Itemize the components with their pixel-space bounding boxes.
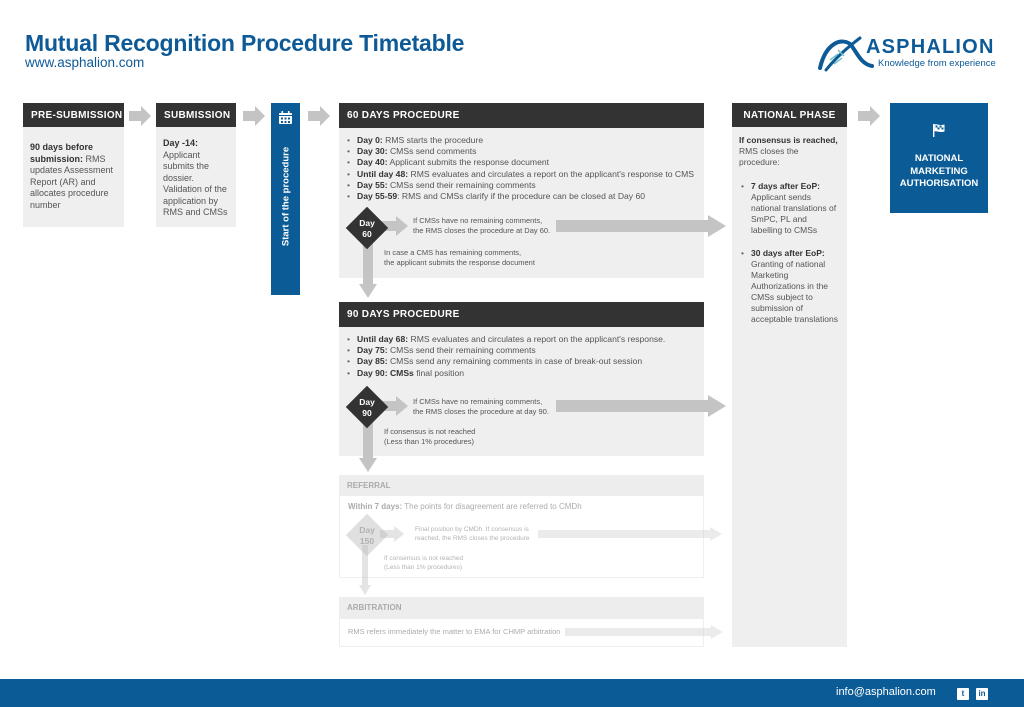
logo-text: ASPHALION (866, 36, 995, 58)
twitter-icon[interactable]: t (957, 688, 969, 700)
list-item: • Until day 68: RMS evaluates and circulates a report on the applicant's response. (345, 334, 704, 345)
national-marketing-authorisation-box (890, 103, 988, 213)
national-phase-card (732, 103, 847, 647)
list-item: • Day 0: RMS starts the procedure (345, 135, 704, 146)
day-150-close-note: Final position by CMDh. If consensus is reached, the RMS closes the procedure (415, 526, 530, 542)
arbitration-card (339, 597, 704, 647)
start-of-procedure-bar (271, 103, 300, 295)
day-60-milestone: Day 60 (349, 210, 385, 246)
day-150-milestone: Day 150 (349, 517, 385, 553)
pre-submission-body (23, 127, 124, 227)
referral-body: Within 7 days: The points for disagreement are referred to CMDh (339, 496, 704, 578)
arrow-right-icon (858, 106, 880, 126)
list-item: • 7 days after EoP: Applicant sends national translations of SmPC, PL and labelling to CMSs (739, 181, 840, 236)
submission-body (156, 127, 236, 227)
day-90-close-note: If CMSs have no remaining comments, the RMS closes the procedure at day 90. (413, 397, 549, 416)
pre-submission-bold: 90 days before submission: (30, 142, 94, 164)
pre-submission-header: PRE-SUBMISSION (23, 103, 124, 127)
submission-bold: Day -14: (163, 138, 199, 148)
list-item: • Until day 48: RMS evaluates and circulates a report on the applicant's response to CMS (345, 169, 704, 180)
day-60-close-note: If CMSs have no remaining comments, the RMS closes the procedure at Day 60. (413, 216, 551, 235)
day-90-milestone: Day 90 (349, 389, 385, 425)
arrow-right-icon (129, 106, 151, 126)
pre-submission-text: RMS updates Assessment Report (AR) and allocates procedure number (30, 153, 114, 210)
sixty-days-header: 60 DAYS PROCEDURE (339, 103, 704, 128)
arrow-to-national-icon (556, 395, 726, 417)
national-phase-header: NATIONAL PHASE (732, 103, 847, 127)
logo-tagline: Knowledge from experience (878, 58, 996, 69)
checkered-flag-icon (932, 123, 946, 137)
referral-header: REFERRAL (339, 475, 704, 496)
arrow-to-national-icon (556, 215, 726, 237)
list-item: • 30 days after EoP: Granting of national Marketing Authorizations in the CMSs subject to submission of acceptable translations (739, 248, 840, 325)
submission-header: SUBMISSION (156, 103, 236, 127)
list-item: • Day 90: CMSs final position (345, 368, 704, 379)
arrow-to-ema-icon (565, 625, 723, 639)
national-phase-intro: If consensus is reached, RMS closes the procedure: (739, 135, 838, 167)
ninety-days-list (345, 334, 704, 379)
sixty-days-list (345, 135, 704, 202)
arrow-right-icon (308, 106, 330, 126)
list-item: • Day 75: CMSs send their remaining comments (345, 345, 704, 356)
list-item: • Day 85: CMSs send any remaining comments in case of break-out session (345, 356, 704, 367)
day-90-continue-note: If consensus is not reached (Less than 1% procedures) (384, 427, 476, 446)
submission-card (156, 103, 236, 227)
asphalion-logo (816, 34, 996, 74)
footer (0, 679, 1024, 707)
arrow-right-icon (243, 106, 265, 126)
start-of-procedure-label: Start of the procedure (280, 146, 292, 247)
arrow-down-icon (359, 240, 377, 298)
arbitration-header: ARBITRATION (339, 597, 704, 619)
national-phase-body (732, 127, 847, 647)
submission-text: Applicant submits the dossier. Validation of the application by RMS and CMSs (163, 149, 228, 217)
linkedin-icon[interactable]: in (976, 688, 988, 700)
website-link[interactable]: www.asphalion.com (25, 55, 145, 70)
list-item: • Day 55: CMSs send their remaining comments (345, 180, 704, 191)
list-item: • Day 40: Applicant submits the response document (345, 157, 704, 168)
day-150-continue-note: If consensus is not reached (Less than 1% procedures) (384, 555, 464, 571)
day-60-continue-note: In case a CMS has remaining comments, the applicant submits the response document (384, 248, 535, 267)
ninety-days-header: 90 DAYS PROCEDURE (339, 302, 704, 327)
pre-submission-card (23, 103, 124, 227)
list-item: • Day 55-59: RMS and CMSs clarify if the procedure can be closed at Day 60 (345, 191, 704, 202)
list-item: • Day 30: CMSs send comments (345, 146, 704, 157)
arbitration-body: RMS refers immediately the matter to EMA for CHMP arbitration (339, 619, 704, 647)
national-marketing-authorisation-label: NATIONAL MARKETING AUTHORISATION (899, 153, 979, 189)
page-title: Mutual Recognition Procedure Timetable (25, 30, 465, 56)
calendar-icon (278, 110, 293, 125)
national-phase-list (739, 181, 840, 325)
arrow-down-icon (359, 420, 377, 472)
arrow-to-national-icon (538, 527, 722, 541)
contact-email-link[interactable]: info@asphalion.com (836, 686, 936, 698)
